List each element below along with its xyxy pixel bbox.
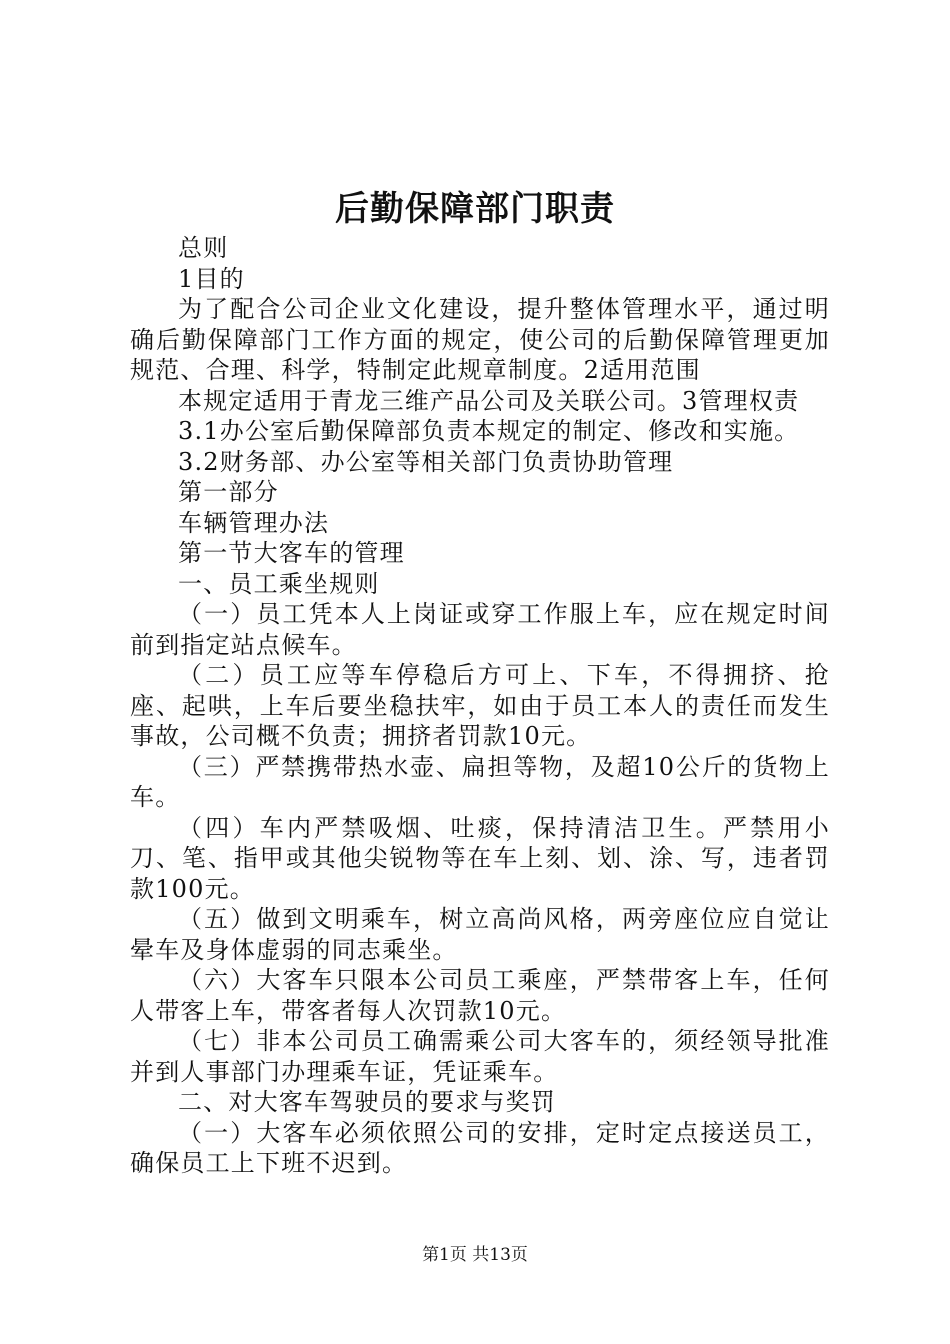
paragraph: 总则 (178, 234, 229, 262)
paragraph: 二、对大客车驾驶员的要求与奖罚 (178, 1088, 556, 1116)
paragraph: 第一节大客车的管理 (178, 539, 405, 567)
paragraph: （七）非本公司员工确需乘公司大客车的，须经领导批准并到人事部门办理乘车证，凭证乘车。 (130, 1027, 830, 1086)
paragraph: （二）员工应等车停稳后方可上、下车，不得拥挤、抢座、起哄，上车后要坐稳扶牢，如由于员工本人的责任而发生事故，公司概不负责；拥挤者罚款10元。 (130, 661, 830, 750)
paragraph: （三）严禁携带热水壶、扁担等物，及超10公斤的货物上车。 (130, 752, 830, 811)
paragraph: （一）大客车必须依照公司的安排，定时定点接送员工，确保员工上下班不迟到。 (130, 1118, 830, 1177)
paragraph: 车辆管理办法 (178, 508, 330, 537)
paragraph: 为了配合公司企业文化建设，提升整体管理水平，通过明确后勤保障部门工作方面的规定，使公司的后勤保障管理更加规范、合理、科学，特制定此规章制度。2适用范围 (130, 295, 830, 384)
paragraph: 1目的 (178, 264, 245, 293)
paragraph: 3.2财务部、办公室等相关部门负责协助管理 (178, 447, 674, 476)
paragraph: （四）车内严禁吸烟、吐痰，保持清洁卫生。严禁用小刀、笔、指甲或其他尖锐物等在车上刻、划、涂、写，违者罚款100元。 (130, 813, 830, 903)
paragraph: 3.1办公室后勤保障部负责本规定的制定、修改和实施。 (178, 417, 800, 445)
paragraph: 本规定适用于青龙三维产品公司及关联公司。3管理权责 (178, 386, 800, 415)
document-body (130, 233, 830, 1179)
page-footer: 第1页 共13页 (422, 1245, 528, 1265)
paragraph: 一、员工乘坐规则 (178, 569, 380, 598)
paragraph: （一）员工凭本人上岗证或穿工作服上车，应在规定时间前到指定站点候车。 (130, 600, 830, 659)
paragraph: （五）做到文明乘车，树立高尚风格，两旁座位应自觉让晕车及身体虚弱的同志乘坐。 (130, 905, 830, 964)
paragraph: 第一部分 (178, 478, 279, 506)
document-title: 后勤保障部门职责 (335, 189, 615, 229)
paragraph: （六）大客车只限本公司员工乘座，严禁带客上车，任何人带客上车，带客者每人次罚款10元。 (130, 966, 830, 1025)
